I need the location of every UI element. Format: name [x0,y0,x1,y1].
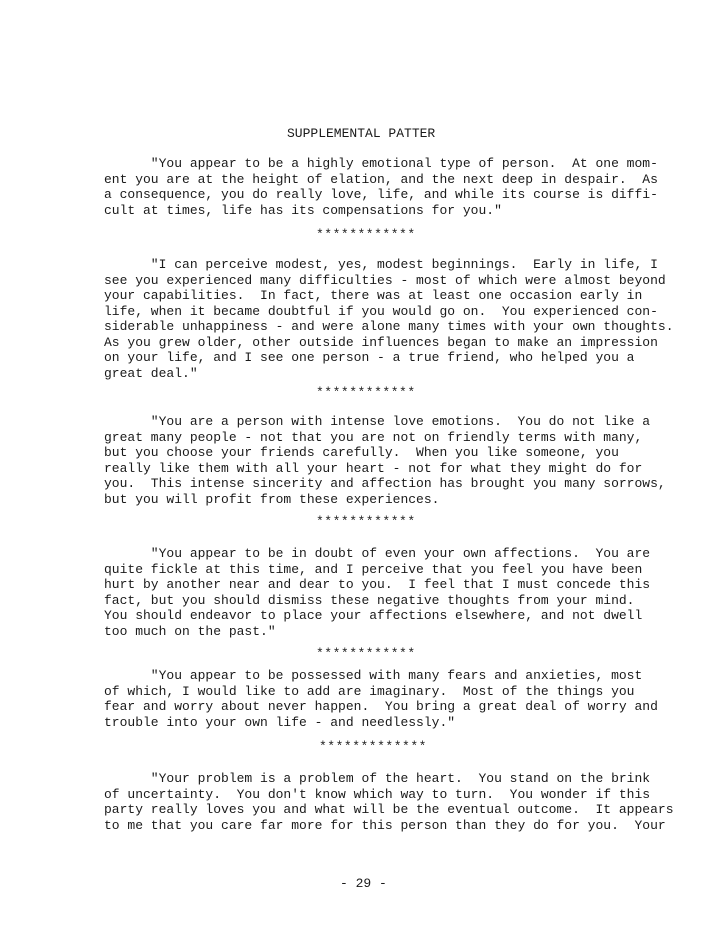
separator: ************ [316,646,416,661]
text-line: siderable unhappiness - and were alone many times with your own thoughts. [104,319,674,334]
text-line: great deal." [104,365,198,381]
text-line: see you experienced many difficulties - most of which were almost beyond [104,272,666,288]
text-line: "Your problem is a problem of the heart. You stand on the brink [104,771,651,786]
text-line: fact, but you should dismiss these negative thoughts from your mind. [104,592,635,608]
text-line: quite fickle at this time, and I perceive that you feel you have been [104,561,643,577]
paragraph-6 [104,771,674,833]
text-line: life, when it became doubtful if you would go on. You experienced con- [104,303,658,319]
page-number: - 29 - [340,876,387,891]
text-line: "You appear to be a highly emotional type of person. At one mom- [104,156,658,171]
text-line: you. This intense sincerity and affection has brought you many sorrows, [104,476,666,491]
text-line: hurt by another near and dear to you. I feel that I must concede this [104,577,651,592]
text-line: "You are a person with intense love emotions. You do not like a [104,414,651,429]
text-line: really like them with all your heart - not for what they might do for [104,460,643,476]
text-line: on your life, and I see one person - a true friend, who helped you a [104,350,635,365]
paragraph-4 [104,546,664,639]
paragraph-3 [104,414,664,507]
text-line: You should endeavor to place your affections elsewhere, and not dwell [104,608,643,623]
text-line: trouble into your own life - and needlessly." [104,714,456,730]
text-line: great many people - not that you are not on friendly terms with many, [104,429,643,445]
text-line: ent you are at the height of elation, and the next deep in despair. As [104,171,658,187]
separator: ************ [316,227,416,242]
text-line: party really loves you and what will be the eventual outcome. It appears [104,802,674,817]
text-line: "You appear to be in doubt of even your own affections. You are [104,546,651,561]
text-line: cult at times, life has its compensations for you." [104,202,502,218]
text-line: "I can perceive modest, yes, modest beginnings. Early in life, I [104,257,658,272]
separator: ************ [316,514,416,529]
text-line: but you will profit from these experiences. [104,491,440,507]
paragraph-5 [104,668,664,730]
text-line: As you grew older, other outside influences began to make an impression [104,334,658,350]
paragraph-1 [104,156,664,218]
text-line: a consequence, you do really love, life, and while its course is diffi- [104,187,658,202]
text-line: too much on the past." [104,623,276,639]
separator: ************* [319,739,427,754]
page-title: SUPPLEMENTAL PATTER [287,126,436,141]
text-line: but you choose your friends carefully. When you like someone, you [104,445,619,460]
text-line: to me that you care far more for this person than they do for you. Your [104,817,666,833]
text-line: of uncertainty. You don't know which way to turn. You wonder if this [104,786,651,802]
text-line: "You appear to be possessed with many fears and anxieties, most [104,668,643,683]
paragraph-2 [104,257,674,381]
text-line: of which, I would like to add are imaginary. Most of the things you [104,683,635,699]
text-line: your capabilities. In fact, there was at least one occasion early in [104,288,643,303]
separator: ************ [316,385,416,400]
text-line: fear and worry about never happen. You bring a great deal of worry and [104,699,658,714]
